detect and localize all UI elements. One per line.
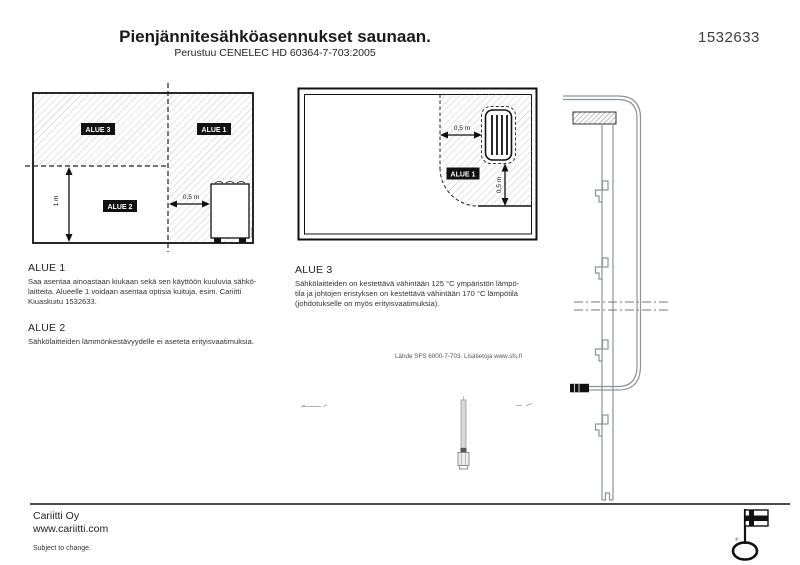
faded-annotation-marks [297, 398, 542, 416]
zone2-label [103, 200, 137, 212]
section-text-line: laitteita. Alueelle 1 voidaan asentaa optisia kuituja, esim. Cariitti [28, 287, 242, 297]
svg-text:0,5 m: 0,5 m [453, 125, 471, 132]
header [75, 27, 475, 60]
section-text-line: Sähkölaitteiden lämmönkestävyydelle ei aseteta erityisvaatimuksia. [28, 337, 254, 346]
section-text-line: Saa asentaa ainoastaan kiukaan sekä sen käyttöön kuuluvia sähkö- [28, 277, 257, 286]
svg-text:ALUE 1: ALUE 1 [450, 171, 476, 179]
section-heading: ALUE 1 [28, 262, 66, 274]
section-alue-2 [28, 322, 283, 347]
ceiling-block [573, 112, 616, 124]
sauna-side-view-diagram [25, 80, 260, 255]
sauna-top-view-diagram [295, 83, 545, 248]
section-heading: ALUE 2 [28, 322, 66, 334]
annotation-mark-left [301, 405, 327, 407]
svg-text:0,5 m: 0,5 m [182, 194, 200, 201]
wall-panel [596, 124, 614, 500]
footer [33, 510, 108, 552]
fiber-terminal-connector [570, 384, 589, 393]
page-subtitle: Perustuu CENELEC HD 60364-7-703:2005 [174, 47, 376, 59]
section-alue-1 [28, 262, 283, 308]
section-text-line: tila ja johtojen eristyksen on kestettävä vähintään 170 °C lämpötila [295, 289, 518, 299]
document-number: 1532633 [698, 29, 760, 46]
zone1-label [197, 123, 231, 135]
section-text-line: Kiuaskuitu 1532633. [28, 297, 97, 307]
dimension-1m [53, 167, 73, 242]
sauna-heater-side [211, 182, 252, 244]
company-website: www.cariitti.com [33, 523, 109, 535]
panel-bottom-notch [602, 493, 613, 500]
sauna-heater-top [482, 107, 516, 164]
registered-mark: ® [735, 537, 739, 542]
svg-text:1 m: 1 m [53, 195, 60, 207]
disclaimer-text: Subject to change. [33, 545, 91, 552]
footer-divider [30, 503, 790, 505]
svg-text:ALUE 1: ALUE 1 [201, 127, 227, 134]
svg-text:0,5 m: 0,5 m [496, 176, 503, 194]
section-alue-3 [295, 264, 550, 310]
section-text-line: (johdotukselle on myös erityisvaatimuksia). [295, 299, 440, 309]
section-heading: ALUE 3 [295, 264, 333, 276]
section-text-line: Sähkölaitteiden on kestettävä vähintään 125 °C ympäristön lämpö- [295, 279, 520, 288]
company-name: Cariitti Oy [33, 510, 80, 522]
svg-text:ALUE 3: ALUE 3 [85, 127, 111, 134]
zone1-label-top [447, 168, 480, 180]
fiber-tip-illustration [448, 393, 482, 473]
svg-text:ALUE 2: ALUE 2 [107, 204, 133, 211]
page-title: Pienjännitesähköasennukset saunaan. [119, 27, 431, 46]
wall-section-diagram [558, 85, 678, 510]
source-note: Lähde SFS 6000-7-703. Lisätietoja www.sfs.fi [395, 353, 523, 360]
zone3-label [81, 123, 115, 135]
section-break-lines [574, 302, 670, 310]
key-flag-logo-icon [722, 494, 794, 564]
annotation-mark-right [516, 404, 532, 406]
